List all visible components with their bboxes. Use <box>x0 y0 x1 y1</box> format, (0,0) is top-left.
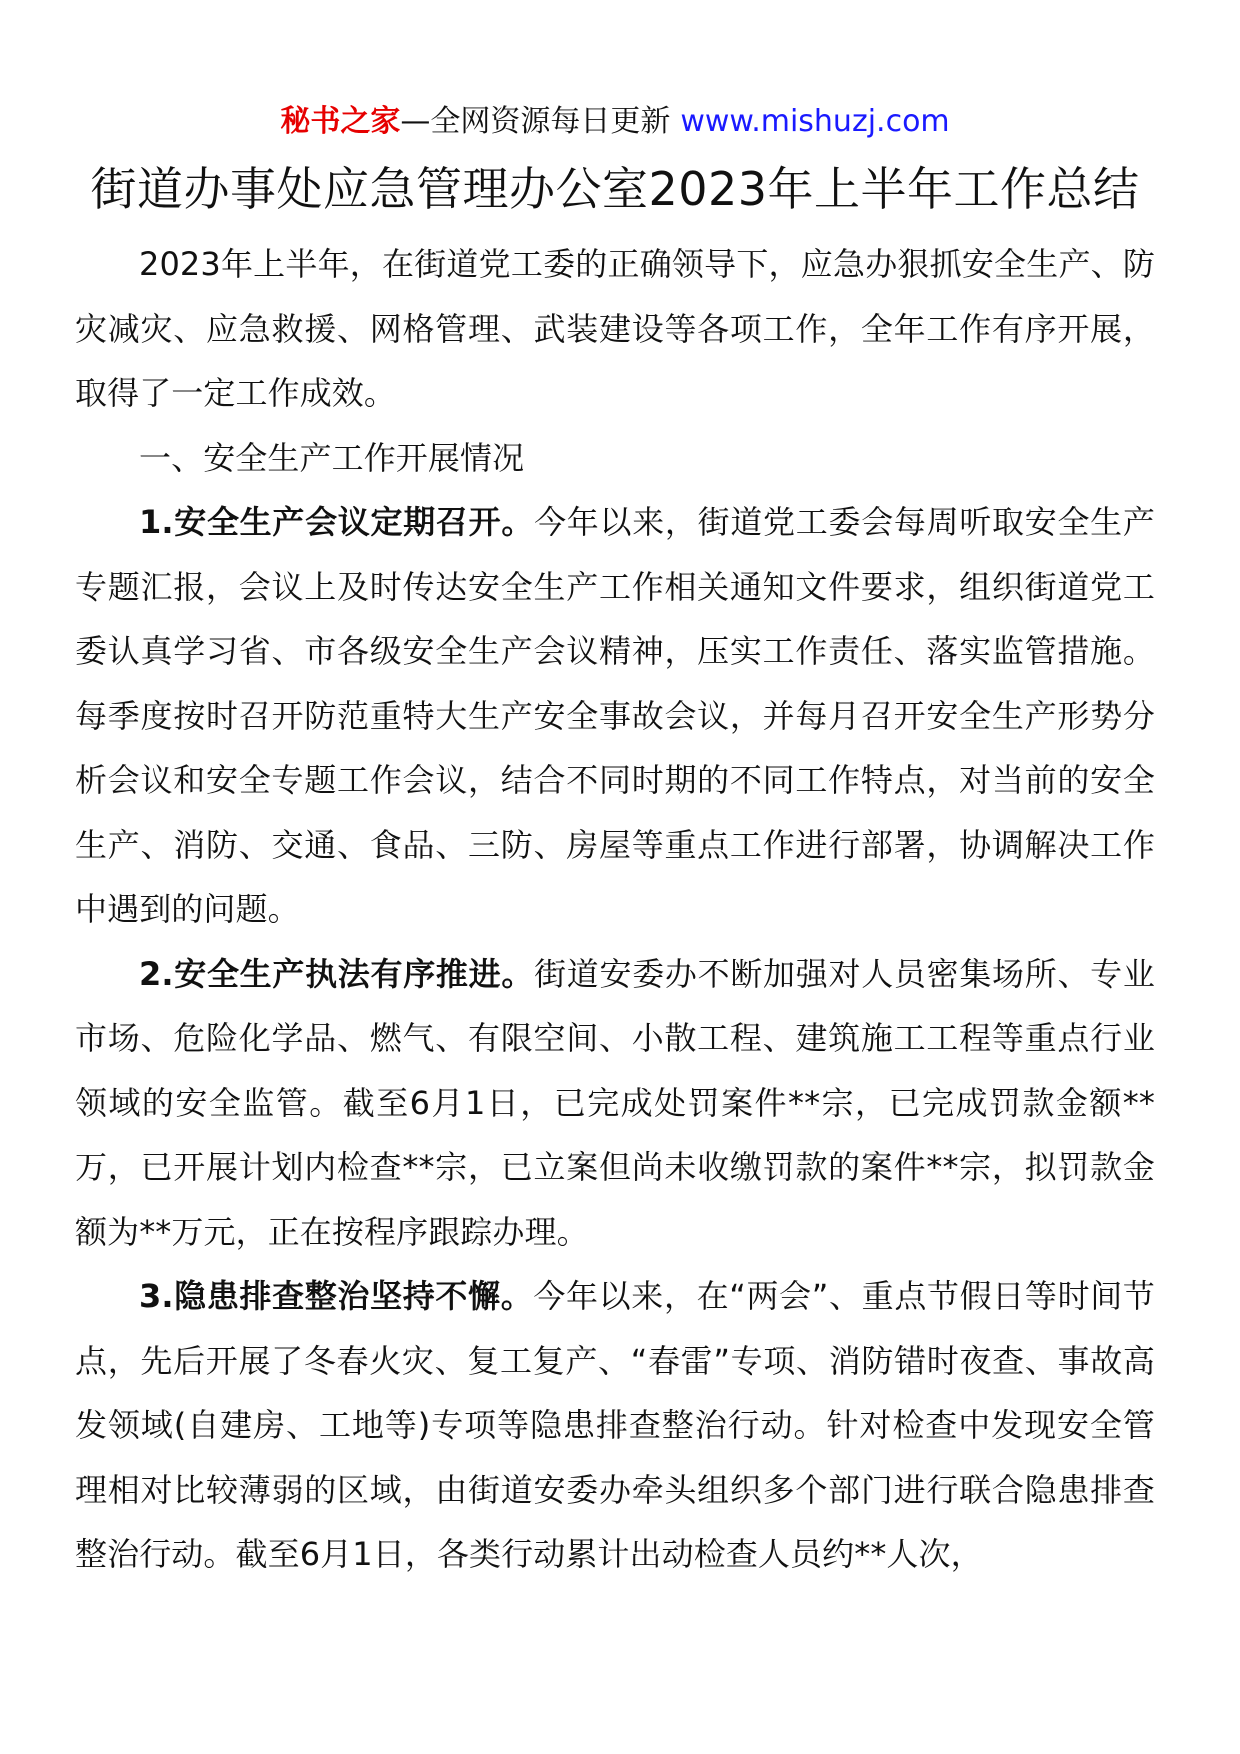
item-paragraph-3 <box>75 1264 1155 1587</box>
intro-paragraph: 2023年上半年，在街道党工委的正确领导下，应急办狠抓安全生产、防灾减灾、应急救援、网格管理、武装建设等各项工作，全年工作有序开展，取得了一定工作成效。 <box>75 245 1155 412</box>
item-lead-1: 1.安全生产会议定期召开。 <box>139 503 535 541</box>
item-lead-2: 2.安全生产执法有序推进。 <box>139 954 535 993</box>
brand-name: 秘书之家 <box>280 104 401 139</box>
item-text-1: 今年以来，街道党工委会每周听取安全生产专题汇报，会议上及时传达安全生产工作相关通知文件要求，组织街道党工委认真学习省、市各级安全生产会议精神，压实工作责任、落实监管措施。每季度按时召开防范重特大生产安全事故会议，并每月召开安全生产形势分析会议和安全专题工作会议，结合不同时期的不同工作特点，对当前的安全生产、消防、交通、食品、三防、房屋等重点工作进行部署，协调解决工作中遇到的问题。 <box>75 503 1155 928</box>
item-lead-3: 3.隐患排查整治坚持不懈。 <box>139 1277 534 1315</box>
item-paragraph-1 <box>75 490 1155 942</box>
header-dash: — <box>400 104 431 139</box>
item-text-2: 街道安委办不断加强对人员密集场所、专业市场、危险化学品、燃气、有限空间、小散工程、建筑施工工程等重点行业领域的安全监管。截至6月1日，已完成处罚案件**宗，已完成罚款金额**万，已开展计划内检查**宗，已立案但尚未收缴罚款的案件**宗，拟罚款金额为**万元，正在按程序跟踪办理。 <box>75 954 1155 1251</box>
site-header <box>75 92 1155 152</box>
document-title: 街道办事处应急管理办公室2023年上半年工作总结 <box>90 162 1140 216</box>
document-body <box>75 232 1155 1587</box>
item-text-3: 今年以来，在“两会”、重点节假日等时间节点，先后开展了冬春火灾、复工复产、“春雷”专项、消防错时夜查、事故高发领域(自建房、工地等)专项等隐患排查整治行动。针对检查中发现安全管理相对比较薄弱的区域，由街道安委办牵头组织多个部门进行联合隐患排查整治行动。截至6月1日，各类行动累计出动检查人员约**人次， <box>75 1277 1155 1573</box>
header-tagline: 全网资源每日更新 <box>430 104 671 139</box>
section-heading: 一、安全生产工作开展情况 <box>139 438 525 477</box>
site-url: www.mishuzj.com <box>680 104 950 139</box>
item-paragraph-2 <box>75 942 1155 1265</box>
